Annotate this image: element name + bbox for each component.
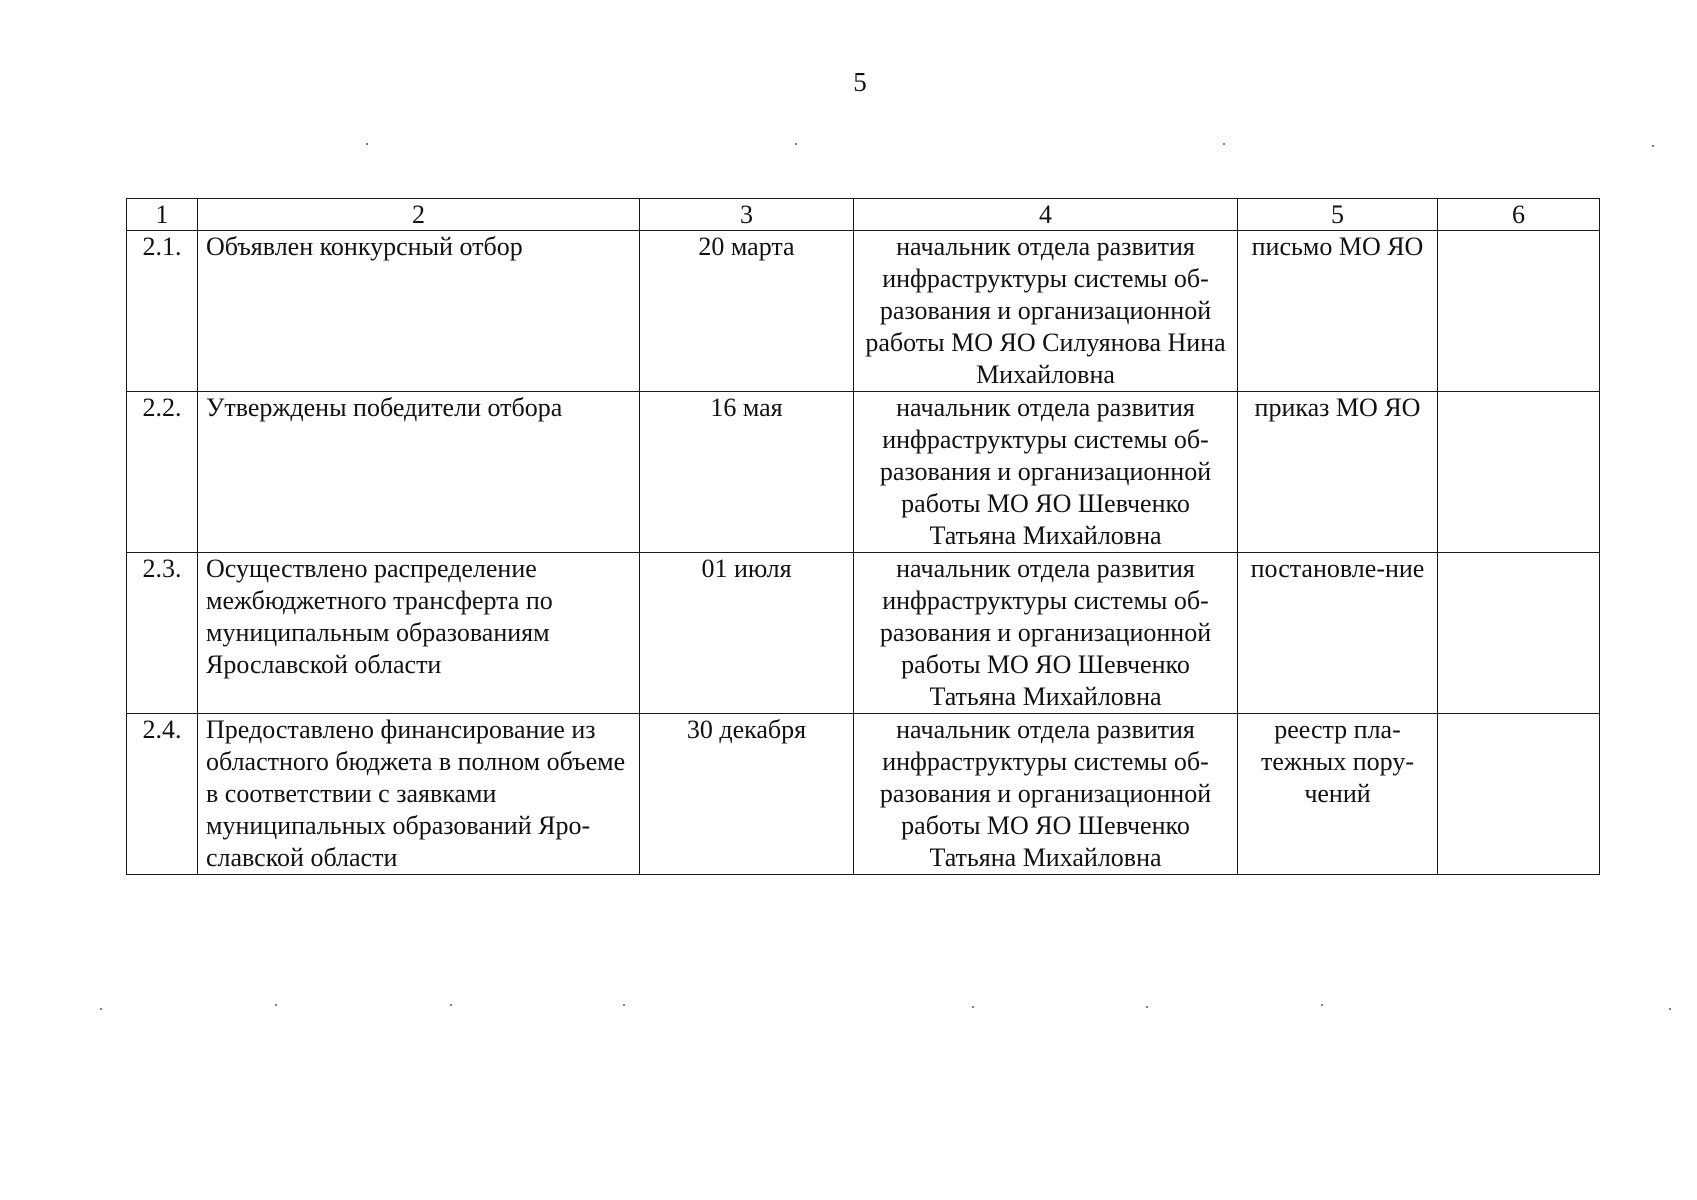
event-cell: Осуществлено распределение межбюджетного трансферта по муниципальным образованиям Ярославской области [198, 553, 640, 714]
row-number: 2.1. [127, 231, 198, 392]
column-header: 2 [198, 199, 640, 231]
scan-speck [1321, 1004, 1323, 1006]
row-number: 2.3. [127, 553, 198, 714]
column-header: 1 [127, 199, 198, 231]
scan-speck [450, 1004, 452, 1006]
page-number: 5 [853, 67, 867, 97]
document-cell: приказ МО ЯО [1238, 392, 1438, 553]
scan-speck [795, 143, 797, 145]
date-cell: 20 марта [640, 231, 854, 392]
scan-speck [1223, 143, 1225, 145]
date-cell: 01 июля [640, 553, 854, 714]
event-cell: Предоставлено финансирование из областного бюджета в полном объеме в соответствии с заявками муниципальных образований Яро-славской области [198, 714, 640, 875]
note-cell [1438, 553, 1600, 714]
scan-speck [1146, 1006, 1148, 1008]
scan-speck [1669, 1008, 1671, 1010]
plan-table [126, 198, 1600, 875]
date-cell: 16 мая [640, 392, 854, 553]
scan-speck [1652, 145, 1654, 147]
table-row [127, 231, 1600, 392]
column-header: 5 [1238, 199, 1438, 231]
table-row [127, 714, 1600, 875]
responsible-cell: начальник отдела развития инфраструктуры системы об-разования и организационной работы МО ЯО Шевченко Татьяна Михайловна [854, 714, 1238, 875]
scan-speck [366, 143, 368, 145]
event-cell: Утверждены победители отбора [198, 392, 640, 553]
note-cell [1438, 231, 1600, 392]
scan-speck [275, 1004, 277, 1006]
note-cell [1438, 714, 1600, 875]
scan-speck [972, 1006, 974, 1008]
date-cell: 30 декабря [640, 714, 854, 875]
document-cell: письмо МО ЯО [1238, 231, 1438, 392]
document-cell: реестр пла-тежных пору-чений [1238, 714, 1438, 875]
responsible-cell: начальник отдела развития инфраструктуры системы об-разования и организационной работы МО ЯО Шевченко Татьяна Михайловна [854, 553, 1238, 714]
table-row [127, 553, 1600, 714]
column-header: 6 [1438, 199, 1600, 231]
column-header: 4 [854, 199, 1238, 231]
note-cell [1438, 392, 1600, 553]
scan-speck [623, 1004, 625, 1006]
table-header-row [127, 199, 1600, 231]
document-cell: постановле-ние [1238, 553, 1438, 714]
table-row [127, 392, 1600, 553]
row-number: 2.2. [127, 392, 198, 553]
event-cell: Объявлен конкурсный отбор [198, 231, 640, 392]
responsible-cell: начальник отдела развития инфраструктуры системы об-разования и организационной работы МО ЯО Силуянова Нина Михайловна [854, 231, 1238, 392]
responsible-cell: начальник отдела развития инфраструктуры системы об-разования и организационной работы МО ЯО Шевченко Татьяна Михайловна [854, 392, 1238, 553]
scan-speck [100, 1008, 102, 1010]
row-number: 2.4. [127, 714, 198, 875]
column-header: 3 [640, 199, 854, 231]
